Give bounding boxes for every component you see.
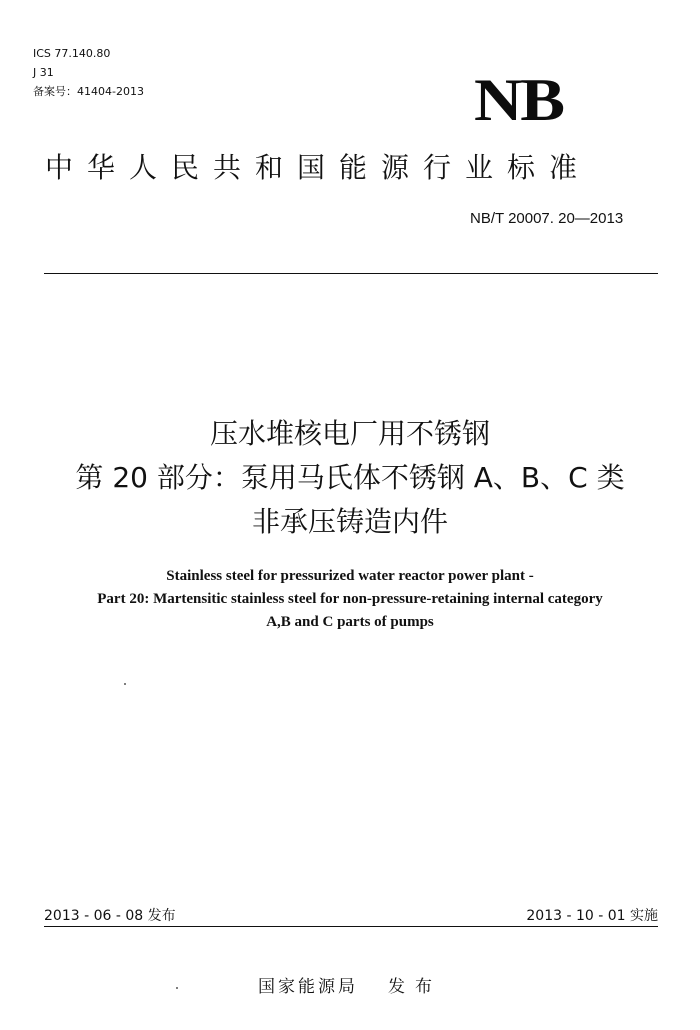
- ics-code: ICS 77.140.80: [33, 47, 111, 60]
- chinese-title-line-2: 第 20 部分：泵用马氏体不锈钢 A、B、C 类: [75, 461, 625, 494]
- issuer-name: 国家能源局: [258, 977, 358, 997]
- header-divider: [44, 273, 658, 274]
- ccs-code: J 31: [33, 66, 54, 79]
- nb-logo: NB: [474, 67, 563, 133]
- document-codes: [33, 44, 144, 101]
- implement-date: 2013 - 10 - 01 实施: [526, 908, 658, 924]
- record-number: 备案号：41404-2013: [33, 85, 144, 98]
- publish-date: 2013 - 06 - 08 发布: [44, 908, 176, 924]
- standard-org-title: 中华人民共和国能源行业标准: [45, 151, 592, 184]
- issuer-action: 发布: [388, 977, 442, 997]
- english-title-line-1: Stainless steel for pressurized water reactor power plant -: [166, 568, 534, 584]
- chinese-title-line-1: 压水堆核电厂用不锈钢: [209, 417, 490, 450]
- issuer-line: [0, 972, 700, 997]
- standard-number: NB/T 20007. 20—2013: [470, 210, 624, 227]
- footer-divider: [44, 926, 658, 927]
- chinese-title-line-3: 非承压铸造内件: [251, 505, 448, 538]
- english-title-line-2: Part 20: Martensitic stainless steel for non-pressure-retaining internal category: [97, 591, 603, 607]
- english-title-line-3: A,B and C parts of pumps: [266, 614, 434, 630]
- chinese-title: [0, 412, 700, 544]
- speck-mark: [124, 683, 126, 685]
- english-title: [0, 565, 700, 634]
